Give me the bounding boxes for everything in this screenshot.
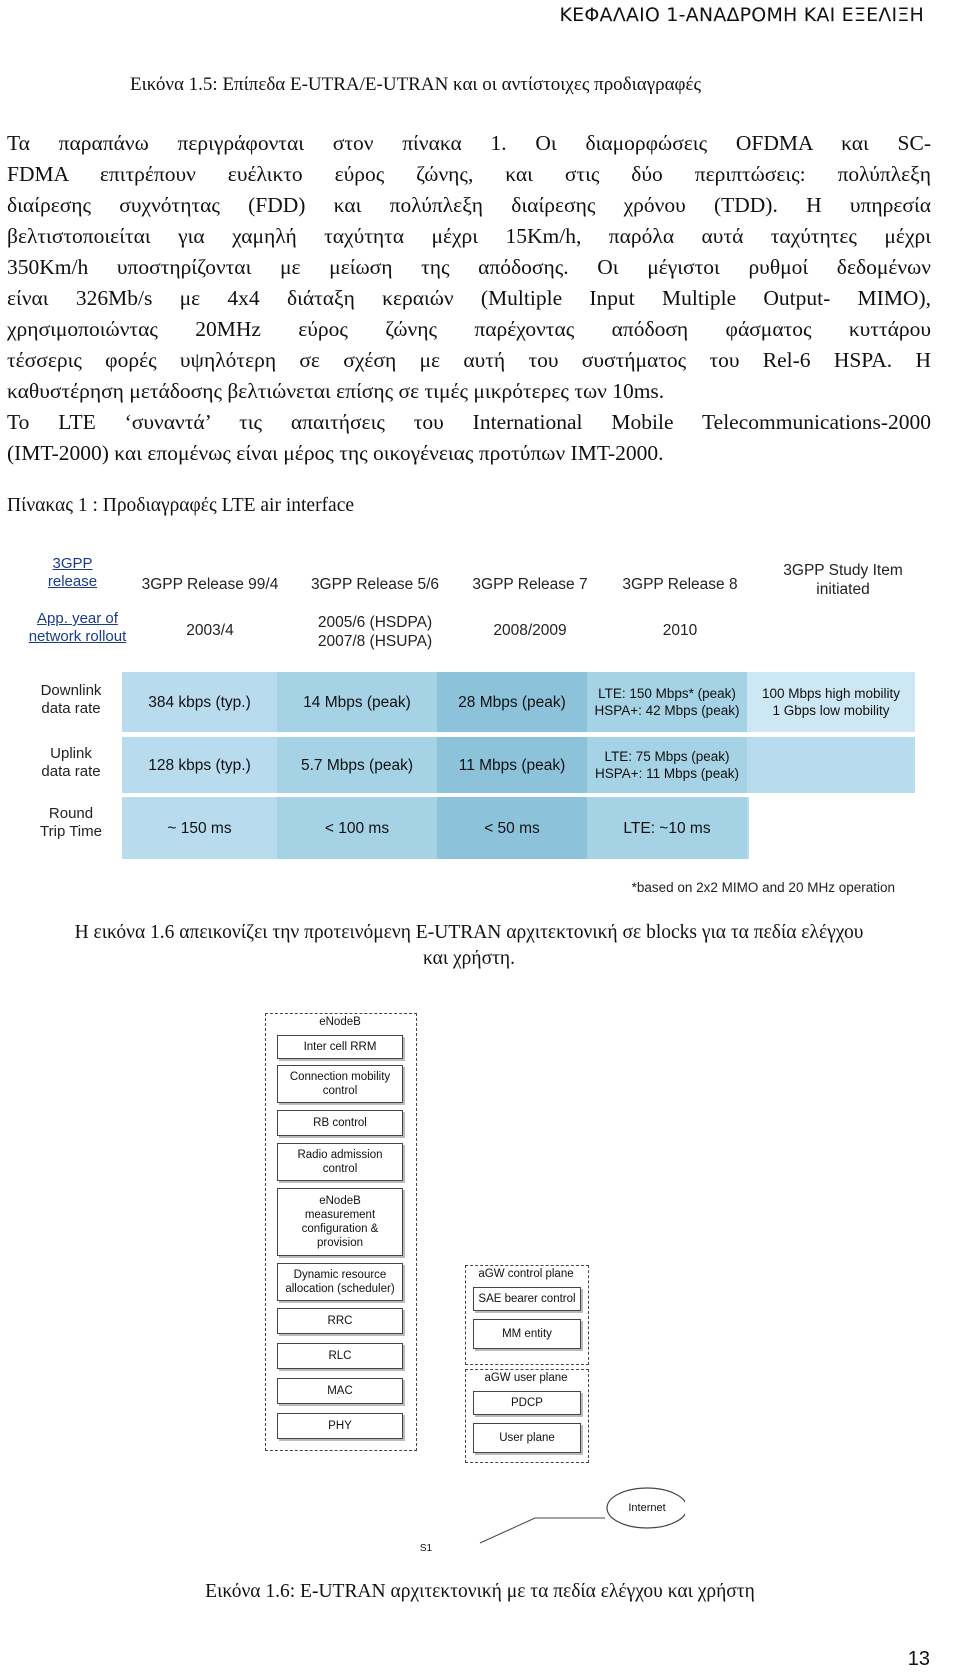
release-header: 3GPP Release 5/6 xyxy=(310,576,440,593)
year-line: 2008/2009 xyxy=(493,622,567,639)
s1-link-line xyxy=(480,1518,535,1543)
cell-line: 100 Mbps high mobility xyxy=(761,686,901,701)
label-line: network rollout xyxy=(28,628,127,645)
year-line: 2005/6 (HSDPA) xyxy=(317,614,433,631)
cell-line: LTE: 75 Mbps (peak) xyxy=(604,749,730,764)
table-cell xyxy=(587,737,747,793)
arch-block: User plane xyxy=(473,1423,581,1453)
block-line: Dynamic resource xyxy=(293,1269,387,1281)
intro-line: και χρήστη. xyxy=(423,948,515,969)
intro-line: Η εικόνα 1.6 απεικονίζει την προτεινόμενη E-UTRAN αρχιτεκτονική σε blocks για τα πεδία ελέγχου xyxy=(74,922,864,943)
arch-block xyxy=(277,1378,403,1404)
cell-line: 128 kbps (typ.) xyxy=(148,756,251,774)
cell-line: HSPA+: 11 Mbps (peak) xyxy=(595,766,739,781)
page-number: 13 xyxy=(907,1648,930,1670)
figure-1-5-caption: Εικόνα 1.5: Επίπεδα E-UTRA/E-UTRAN και οι αντίστοιχες προδιαγραφές xyxy=(130,74,701,95)
table-cell xyxy=(122,672,277,732)
block-line: Inter cell RRM xyxy=(303,1041,377,1053)
year-line: 2010 xyxy=(662,622,698,639)
agw-user-title: aGW user plane xyxy=(484,1372,568,1384)
body-paragraph xyxy=(7,128,931,469)
label-line: Round xyxy=(48,805,94,822)
arch-block xyxy=(277,1143,403,1181)
arch-block: PDCP xyxy=(473,1391,581,1415)
year-row-label xyxy=(20,610,135,646)
table-1-caption: Πίνακας 1 : Προδιαγραφές LTE air interface xyxy=(7,495,355,516)
table-cell xyxy=(437,737,587,793)
rtt-label xyxy=(20,805,122,841)
release-header: 3GPP Release 8 xyxy=(622,576,738,593)
table-cell xyxy=(587,672,747,732)
cell-line: 5.7 Mbps (peak) xyxy=(301,756,413,774)
cell-line: LTE: 150 Mbps* (peak) xyxy=(598,686,736,701)
arch-block: SAE bearer control xyxy=(473,1287,581,1311)
paragraph-line: (IMT-2000) και επομένως είναι μέρος της οικογένειας προτύπων IMT-2000. xyxy=(7,441,664,465)
label-line: Uplink xyxy=(50,745,92,762)
table-cell xyxy=(122,797,277,859)
s1-label: S1 xyxy=(419,1543,433,1554)
block-line: MAC xyxy=(327,1385,353,1397)
table-cell xyxy=(277,737,437,793)
label-line: 3GPP xyxy=(52,555,93,572)
release-header: 3GPP Release 7 xyxy=(472,576,588,593)
label-line: data rate xyxy=(41,700,101,717)
chapter-header: ΚΕΦΑΛΑΙΟ 1-ΑΝΑΔΡΟΜΗ ΚΑΙ ΕΞΕΛΙΞΗ xyxy=(559,4,924,26)
table-cell xyxy=(277,797,437,859)
cell-line: 384 kbps (typ.) xyxy=(148,693,251,711)
uplink-label xyxy=(20,745,122,781)
agw-control-title: aGW control plane xyxy=(478,1268,574,1280)
table-cell xyxy=(277,672,437,732)
cell-line: 1 Gbps low mobility xyxy=(772,703,890,718)
paragraph-line: Το LTE ‘συναντά’ τις απαιτήσεις του International Mobile Telecommunications-2000 xyxy=(7,410,931,434)
arch-block xyxy=(277,1110,403,1136)
label-line: data rate xyxy=(41,763,101,780)
enodeb-title: eNodeB xyxy=(319,1016,361,1028)
block-line: PHY xyxy=(328,1420,352,1432)
internet-label: Internet xyxy=(628,1502,666,1514)
arch-block xyxy=(277,1263,403,1301)
arch-block xyxy=(277,1035,403,1059)
cell-line: 11 Mbps (peak) xyxy=(458,756,566,774)
table-cell xyxy=(122,737,277,793)
arch-block xyxy=(277,1343,403,1369)
year-line: 2003/4 xyxy=(186,622,234,639)
cell-line: < 50 ms xyxy=(484,819,540,837)
label-line: Trip Time xyxy=(40,823,102,840)
arch-block xyxy=(277,1413,403,1439)
block-line: configuration & xyxy=(301,1223,379,1235)
figure-1-6-intro xyxy=(7,920,931,972)
release-row-label xyxy=(20,555,125,591)
label-line: release xyxy=(47,573,98,590)
cell-line: < 100 ms xyxy=(324,819,390,837)
year-line: 2007/8 (HSUPA) xyxy=(317,633,433,650)
arch-block xyxy=(277,1308,403,1334)
block-line: RRC xyxy=(327,1315,353,1327)
table-cell xyxy=(747,672,915,732)
cell-line: ~ 150 ms xyxy=(167,819,232,837)
label-line: App. year of xyxy=(37,610,118,627)
downlink-label xyxy=(20,682,122,718)
year-cell xyxy=(450,621,610,640)
release-header: 3GPP Study Item initiated xyxy=(783,562,903,598)
block-line: Radio admission xyxy=(297,1149,383,1161)
eutran-architecture-diagram xyxy=(265,1013,685,1563)
block-line: allocation (scheduler) xyxy=(285,1283,395,1295)
lte-spec-table xyxy=(20,555,915,895)
agw-control-container xyxy=(465,1265,589,1365)
year-cell xyxy=(290,613,460,651)
block-line: RLC xyxy=(328,1350,352,1362)
cell-line: LTE: ~10 ms xyxy=(623,819,711,837)
table-cell xyxy=(587,797,747,859)
paragraph-line: διαίρεσης συχνότητας (FDD) και πολύπλεξη διαίρεσης χρόνου (TDD). Η υπηρεσία xyxy=(7,193,931,217)
block-line: RB control xyxy=(313,1117,367,1129)
paragraph-line: χρησιμοποιώντας 20MHz εύρος ζώνης παρέχοντας απόδοση φάσματος κυττάρου xyxy=(7,317,931,341)
paragraph-line: βελτιστοποιείται για χαμηλή ταχύτητα μέχρι 15Km/h, παρόλα αυτά ταχύτητες μέχρι xyxy=(7,224,931,248)
paragraph-line: καθυστέρηση μετάδοσης βελτιώνεται επίσης σε τιμές μικρότερες των 10ms. xyxy=(7,379,665,403)
paragraph-line: είναι 326Mb/s με 4x4 διάταξη κεραιών (Multiple Input Multiple Output- MIMO), xyxy=(7,286,931,310)
year-cell xyxy=(125,621,295,640)
paragraph-line: τέσσερις φορές υψηλότερη σε σχέση με αυτή του συστήματος του Rel-6 HSPA. Η xyxy=(7,348,931,372)
table-footnote: *based on 2x2 MIMO and 20 MHz operation xyxy=(631,880,895,895)
block-line: eNodeB xyxy=(319,1195,361,1207)
release-header: 3GPP Release 99/4 xyxy=(141,576,279,593)
paragraph-line: Τα παραπάνω περιγράφονται στον πίνακα 1. Οι διαμορφώσεις OFDMA και SC- xyxy=(7,131,931,155)
arch-block xyxy=(277,1188,403,1256)
block-line: Connection mobility xyxy=(289,1071,391,1083)
cell-line: HSPA+: 42 Mbps (peak) xyxy=(594,703,740,718)
cell-line: 14 Mbps (peak) xyxy=(303,693,411,711)
cell-line: 28 Mbps (peak) xyxy=(458,693,566,711)
paragraph-line: 350Km/h υποστηρίζονται με μείωση της απόδοσης. Οι μέγιστοι ρυθμοί δεδομένων xyxy=(7,255,931,279)
arch-block: MM entity xyxy=(473,1319,581,1349)
block-line: provision xyxy=(316,1237,364,1249)
table-cell xyxy=(437,672,587,732)
table-cell xyxy=(437,797,587,859)
block-line: control xyxy=(322,1085,358,1097)
year-cell xyxy=(600,621,760,640)
block-line: control xyxy=(322,1163,358,1175)
label-line: Downlink xyxy=(40,682,102,699)
block-line: measurement xyxy=(304,1209,376,1221)
paragraph-line: FDMA επιτρέπουν ευέλικτο εύρος ζώνης, και στις δύο περιπτώσεις: πολύπλεξη xyxy=(7,162,931,186)
arch-block xyxy=(277,1065,403,1103)
figure-1-6-caption: Εικόνα 1.6: E-UTRAN αρχιτεκτονική με τα πεδία ελέγχου και χρήστη xyxy=(205,1581,755,1602)
